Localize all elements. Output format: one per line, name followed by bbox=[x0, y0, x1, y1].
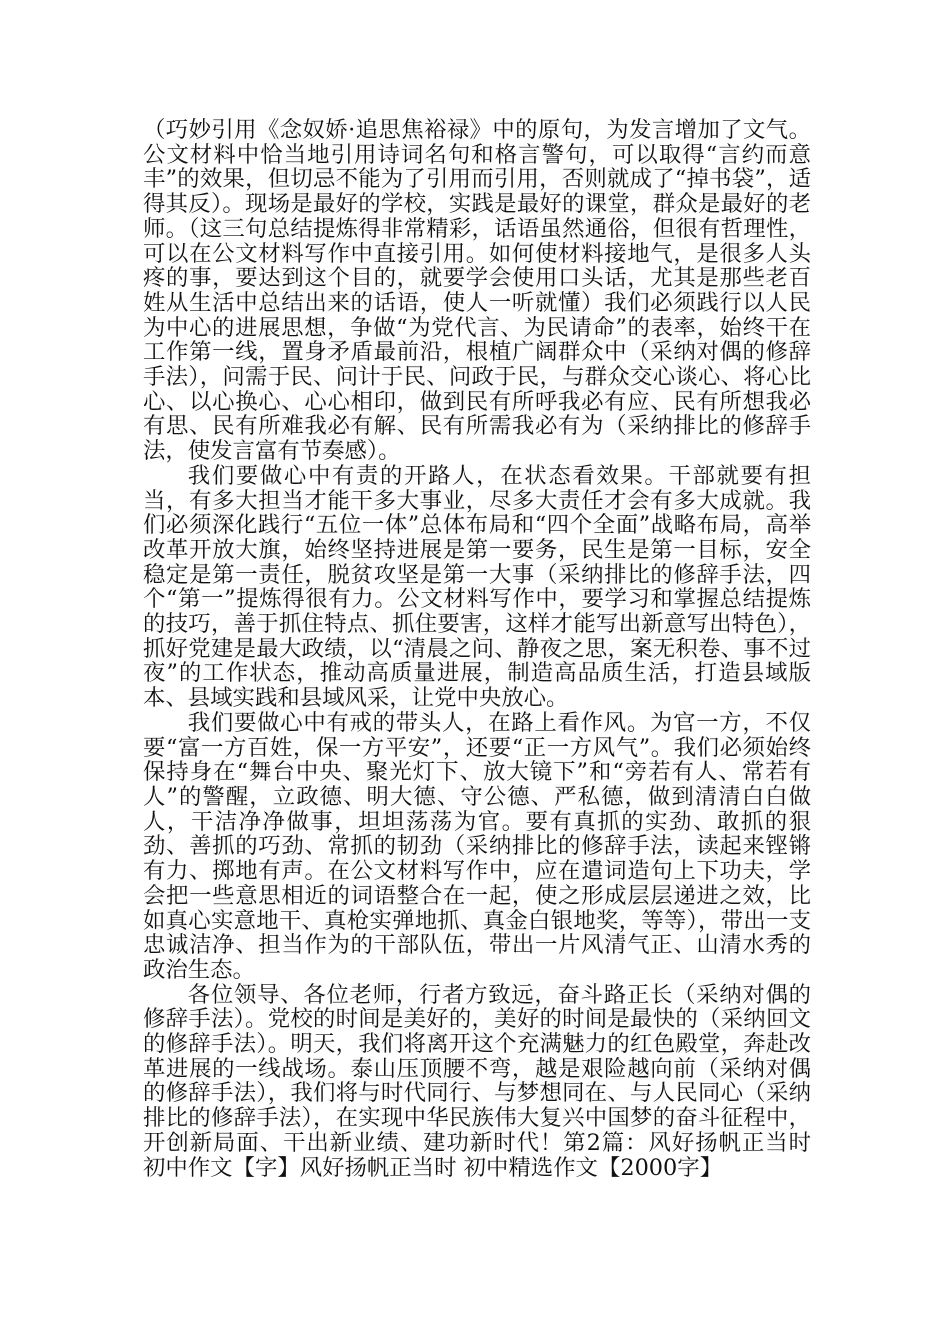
paragraph-4: 各位领导、各位老师，行者方致远，奋斗路正长（采纳对偶的修辞手法）。党校的时间是美好的，美好的时间是最快的（采纳回文的修辞手法）。明天，我们将离开这个充满魅力的红色殿堂，奔赴改革进展的一线战场。泰山压顶腰不弯，越是艰险越向前（采纳对偶的修辞手法），我们将与时代同行、与梦想同在、与人民同心（采纳排比的修辞手法），在实现中华民族伟大复兴中国梦的奋斗征程中，开创新局面、干出新业绩、建功新时代！第2篇：风好扬帆正当时 初中作文【字】风好扬帆正当时 初中精选作文【2000字】 bbox=[143, 981, 811, 1181]
paragraph-3: 我们要做心中有戒的带头人，在路上看作风。为官一方，不仅要“富一方百姓，保一方平安”，还要“正一方风气”。我们必须始终保持身在“舞台中央、聚光灯下、放大镜下”和“旁若有人、常若有人”的警醒，立政德、明大德、守公德、严私德，做到清清白白做人，干洁净净做事，坦坦荡荡为官。要有真抓的实劲、敢抓的狠劲、善抓的巧劲、常抓的韧劲（采纳排比的修辞手法，读起来铿锵有力、掷地有声。在公文材料写作中，应在遣词造句上下功夫，学会把一些意思相近的词语整合在一起，使之形成层层递进之效，比如真心实意地干、真枪实弹地抓、真金白银地奖，等等），带出一支忠诚洁净、担当作为的干部队伍，带出一片风清气正、山清水秀的政治生态。 bbox=[143, 709, 811, 983]
document-body bbox=[143, 118, 811, 1180]
paragraph-2: 我们要做心中有责的开路人，在状态看效果。干部就要有担当，有多大担当才能干多大事业，尽多大责任才会有多大成就。我们必须深化践行“五位一体”总体布局和“四个全面”战略布局，高举改革开放大旗，始终坚持进展是第一要务，民生是第一目标，安全稳定是第一责任，脱贫攻坚是第一大事（采纳排比的修辞手法，四个“第一”提炼得很有力。公文材料写作中，要学习和掌握总结提炼的技巧，善于抓住特点、抓住要害，这样才能写出新意写出特色），抓好党建是最大政绩，以“清晨之问、静夜之思，案无积卷、事不过夜”的工作状态，推动高质量进展，制造高品质生活，打造县域版本、县域实践和县域风采，让党中央放心。 bbox=[143, 462, 811, 712]
paragraph-1: （巧妙引用《念奴娇·追思焦裕禄》中的原句，为发言增加了文气。公文材料中恰当地引用诗词名句和格言警句，可以取得“言约而意丰”的效果，但切忌不能为了引用而引用，否则就成了“掉书袋”，适得其反）。现场是最好的学校，实践是最好的课堂，群众是最好的老师。（这三句总结提炼得非常精彩，话语虽然通俗，但很有哲理性，可以在公文材料写作中直接引用。如何使材料接地气，是很多人头疼的事，要达到这个目的，就要学会使用口头话，尤其是那些老百姓从生活中总结出来的话语，使人一听就懂）我们必须践行以人民为中心的进展思想，争做“为党代言、为民请命”的表率，始终干在工作第一线，置身矛盾最前沿，根植广阔群众中（采纳对偶的修辞手法），问需于民、问计于民、问政于民，与群众交心谈心、将心比心、以心换心、心心相印，做到民有所呼我必有应、民有所想我必有思、民有所难我必有解、民有所需我必有为（采纳排比的修辞手法，使发言富有节奏感）。 bbox=[143, 117, 811, 465]
